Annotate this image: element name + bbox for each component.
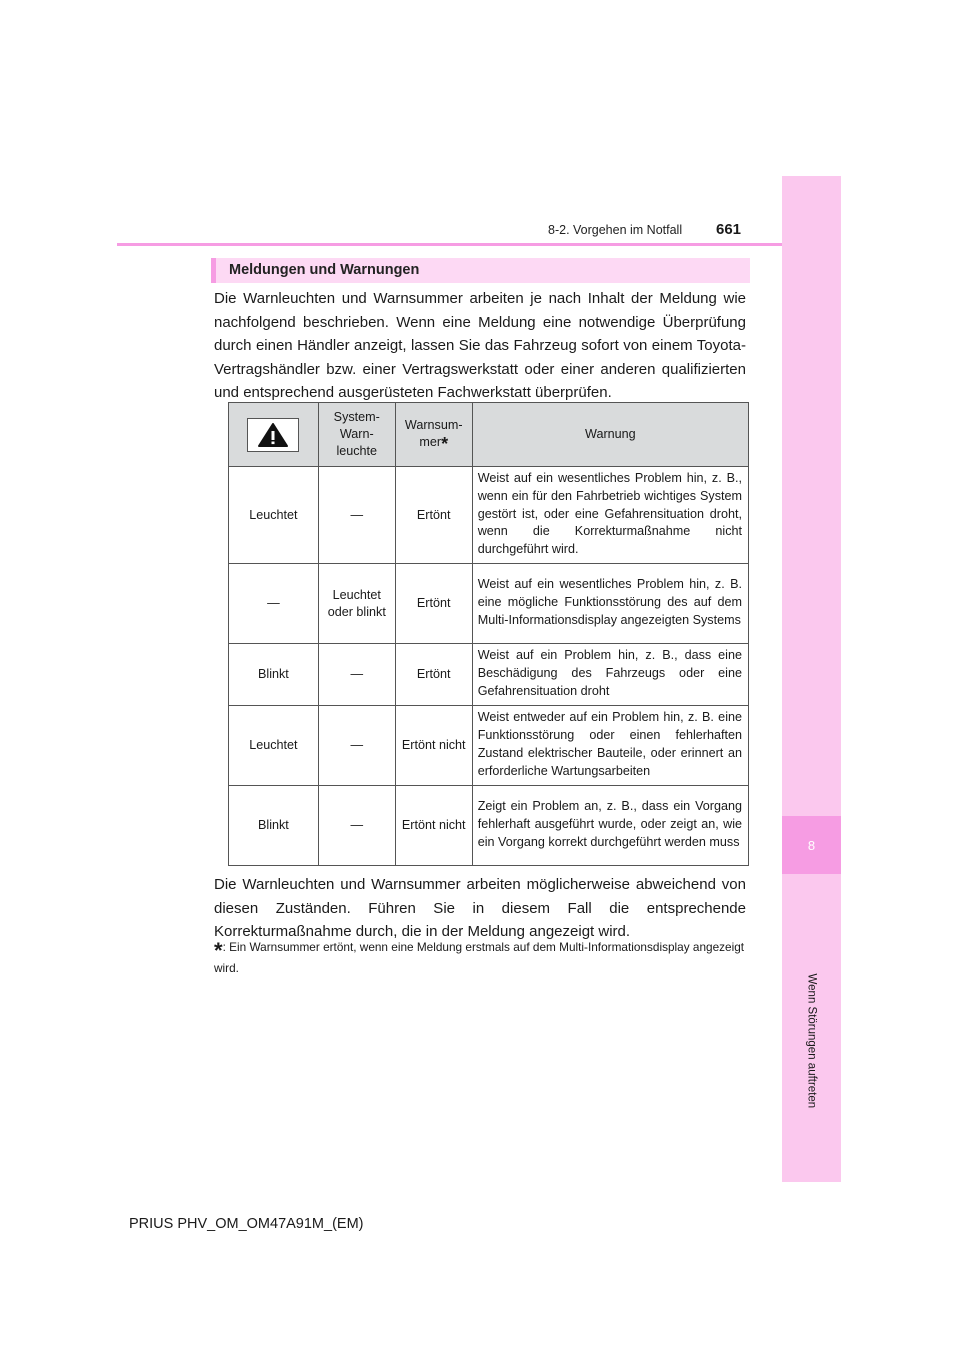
- footer-document-id: PRIUS PHV_OM_OM47A91M_(EM): [129, 1216, 364, 1232]
- footnote: [214, 939, 746, 977]
- row-buzzer-state: Ertönt nicht: [395, 786, 472, 866]
- header-buzzer-mark: *: [441, 433, 449, 454]
- table-row: [229, 467, 749, 564]
- table-row: [229, 706, 749, 786]
- chapter-number-tab: 8: [782, 816, 841, 874]
- row-warning-text: Weist auf ein wesentliches Problem hin, z. B. eine mögliche Funktionsstörung des auf dem Multi-Informationsdisplay angezeigten Systems: [472, 564, 748, 644]
- row-light-state: —: [318, 706, 395, 786]
- warning-triangle-icon: [247, 418, 299, 452]
- row-warning-text: Weist entweder auf ein Problem hin, z. B. eine Funktionsstörung oder einen fehlerhaften Zustand elektrischer Bauteile, oder erinnert an erforderliche Wartungsarbeiten: [472, 706, 748, 786]
- heading-bar: [211, 258, 750, 283]
- footnote-mark: *: [214, 938, 223, 963]
- row-light-state: —: [318, 644, 395, 706]
- header-icon-cell: [229, 403, 319, 467]
- warning-table: [228, 402, 749, 866]
- row-buzzer-state: Ertönt: [395, 564, 472, 644]
- row-system-state: Leuchtet: [229, 467, 319, 564]
- section-title: 8-2. Vorgehen im Notfall: [548, 223, 683, 237]
- row-buzzer-state: Ertönt nicht: [395, 706, 472, 786]
- header-buzzer: [395, 403, 472, 467]
- after-paragraph: Die Warnleuchten und Warnsummer arbeiten möglicherweise abweichend von diesen Zuständen. Führen Sie in diesem Fall die entsprechende Korrekturmaßnahme durch, die in der Meldung angezeigt wird.: [214, 876, 746, 941]
- header-rule: [117, 243, 782, 246]
- row-warning-text: Weist auf ein Problem hin, z. B., dass eine Beschädigung des Fahrzeugs oder eine Gefahrensituation droht: [472, 644, 748, 706]
- row-system-state: —: [229, 564, 319, 644]
- row-warning-text: Weist auf ein wesentliches Problem hin, z. B., wenn ein für den Fahrbetrieb wichtiges System gestört ist, oder eine Gefahrensituation droht, wenn die Korrekturmaßnahme nicht durchgeführt wird.: [472, 467, 748, 564]
- table-row: [229, 564, 749, 644]
- intro-paragraph: Die Warnleuchten und Warnsummer arbeiten je nach Inhalt der Meldung wie nachfolgend beschrieben. Wenn eine Meldung eine notwendige Überprüfung durch einen Händler anzeigt, lassen Sie das Fahrzeug sofort von einem Toyota-Vertragshändler bzw. einer Vertragswerkstatt oder einer anderen qualifizierten und entsprechend ausgerüsteten Fachwerkstatt überprüfen.: [214, 290, 746, 402]
- heading-text: Meldungen und Warnungen: [229, 262, 420, 278]
- row-light-state: —: [318, 467, 395, 564]
- row-buzzer-state: Ertönt: [395, 467, 472, 564]
- row-warning-text: Zeigt ein Problem an, z. B., dass ein Vorgang fehlerhaft ausgeführt wurde, oder zeigt an, wie ein Vorgang korrekt durchgeführt werden muss: [472, 786, 748, 866]
- page-number: 661: [716, 221, 742, 238]
- row-system-state: Leuchtet: [229, 706, 319, 786]
- table-header-row: [229, 403, 749, 467]
- row-system-state: Blinkt: [229, 786, 319, 866]
- row-light-state: Leuchtet oder blinkt: [318, 564, 395, 644]
- header-buzzer-label: Warnsum-mer: [404, 417, 463, 449]
- table-row: [229, 786, 749, 866]
- row-system-state: Blinkt: [229, 644, 319, 706]
- row-light-state: —: [318, 786, 395, 866]
- footnote-text: : Ein Warnsummer ertönt, wenn eine Meldung erstmals auf dem Multi-Informationsdisplay angezeigt wird.: [214, 940, 745, 975]
- header-system-light: System-Warn-leuchte: [318, 403, 395, 467]
- chapter-label: Wenn Störungen auftreten: [805, 973, 818, 1109]
- header-warning: Warnung: [472, 403, 748, 467]
- row-buzzer-state: Ertönt: [395, 644, 472, 706]
- table-row: [229, 644, 749, 706]
